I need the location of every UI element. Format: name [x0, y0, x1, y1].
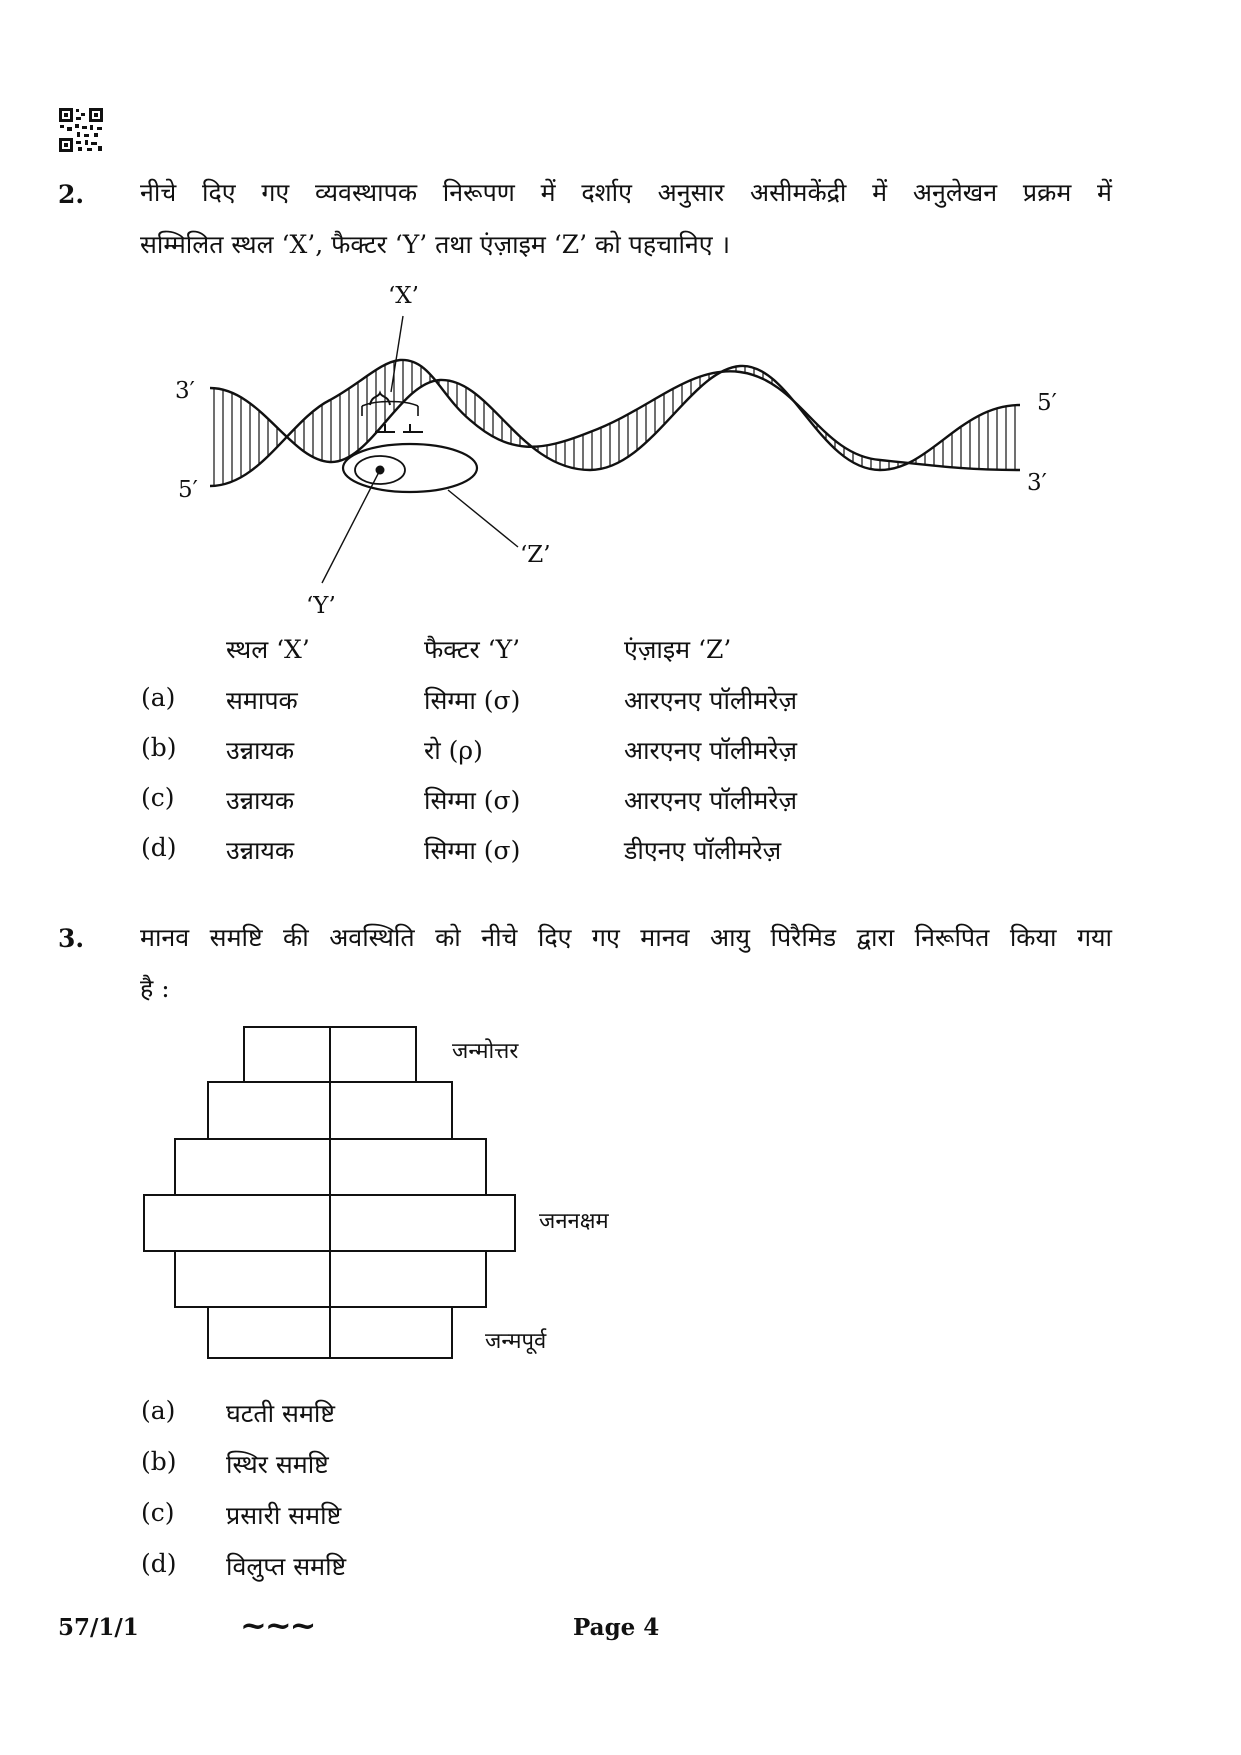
pyramid-label-middle: जननक्षम: [539, 1209, 609, 1234]
option-text: विलुप्त समष्टि: [226, 1552, 347, 1581]
label-y: ‘Y’: [306, 593, 336, 619]
option-z: आरएनए पॉलीमरेज़: [624, 736, 798, 765]
question-text-line: सम्मिलित स्थल ‘X’, फैक्टर ‘Y’ तथा एंज़ाइम ‘Z’ को पहचानिए ।: [140, 230, 731, 259]
transcription-diagram: [0, 270, 1241, 670]
column-header: फैक्टर ‘Y’: [424, 635, 521, 664]
option-y: सिग्मा (σ): [424, 786, 521, 815]
option-x: उन्नायक: [226, 786, 295, 815]
option-label: (a): [141, 683, 176, 712]
option-label: (b): [141, 1447, 177, 1476]
column-header: स्थल ‘X’: [226, 635, 310, 664]
question-number: 3.: [58, 924, 85, 953]
label-x: ‘X’: [388, 283, 419, 309]
option-label: (d): [141, 833, 177, 862]
qr-code-icon: [58, 107, 104, 157]
end-label: 5′: [178, 477, 198, 503]
option-text: घटती समष्टि: [226, 1399, 335, 1428]
option-label: (b): [141, 733, 177, 762]
question-number: 2.: [58, 180, 85, 209]
option-y: रो (ρ): [424, 736, 483, 765]
option-z: डीएनए पॉलीमरेज़: [624, 836, 782, 865]
footer-ornament: ~~~: [240, 1606, 315, 1644]
option-x: उन्नायक: [226, 736, 295, 765]
option-y: सिग्मा (σ): [424, 836, 521, 865]
page-number: Page 4: [573, 1614, 660, 1641]
option-label: (c): [141, 1498, 175, 1527]
option-label: (d): [141, 1549, 177, 1578]
question-text-line: है :: [140, 974, 170, 1003]
age-pyramid: [140, 1020, 560, 1360]
option-text: प्रसारी समष्टि: [226, 1501, 342, 1530]
paper-code: 57/1/1: [58, 1614, 139, 1641]
end-label: 3′: [175, 378, 195, 404]
option-x: समापक: [226, 686, 298, 715]
option-y: सिग्मा (σ): [424, 686, 521, 715]
option-label: (a): [141, 1396, 176, 1425]
question-text-line: नीचे दिए गए व्यवस्थापक निरूपण में दर्शाए अनुसार असीमकेंद्री में अनुलेखन प्रक्रम में: [140, 178, 1112, 207]
pyramid-label-bottom: जन्मपूर्व: [485, 1329, 547, 1354]
option-x: उन्नायक: [226, 836, 295, 865]
option-text: स्थिर समष्टि: [226, 1450, 329, 1479]
option-z: आरएनए पॉलीमरेज़: [624, 786, 798, 815]
label-z: ‘Z’: [520, 542, 551, 568]
end-label: 5′: [1037, 390, 1057, 416]
end-label: 3′: [1027, 470, 1047, 496]
option-label: (c): [141, 783, 175, 812]
column-header: एंज़ाइम ‘Z’: [624, 635, 732, 664]
option-z: आरएनए पॉलीमरेज़: [624, 686, 798, 715]
pyramid-label-top: जन्मोत्तर: [452, 1039, 519, 1064]
question-text-line: मानव समष्टि की अवस्थिति को नीचे दिए गए मानव आयु पिरैमिड द्वारा निरूपित किया गया: [140, 923, 1112, 952]
